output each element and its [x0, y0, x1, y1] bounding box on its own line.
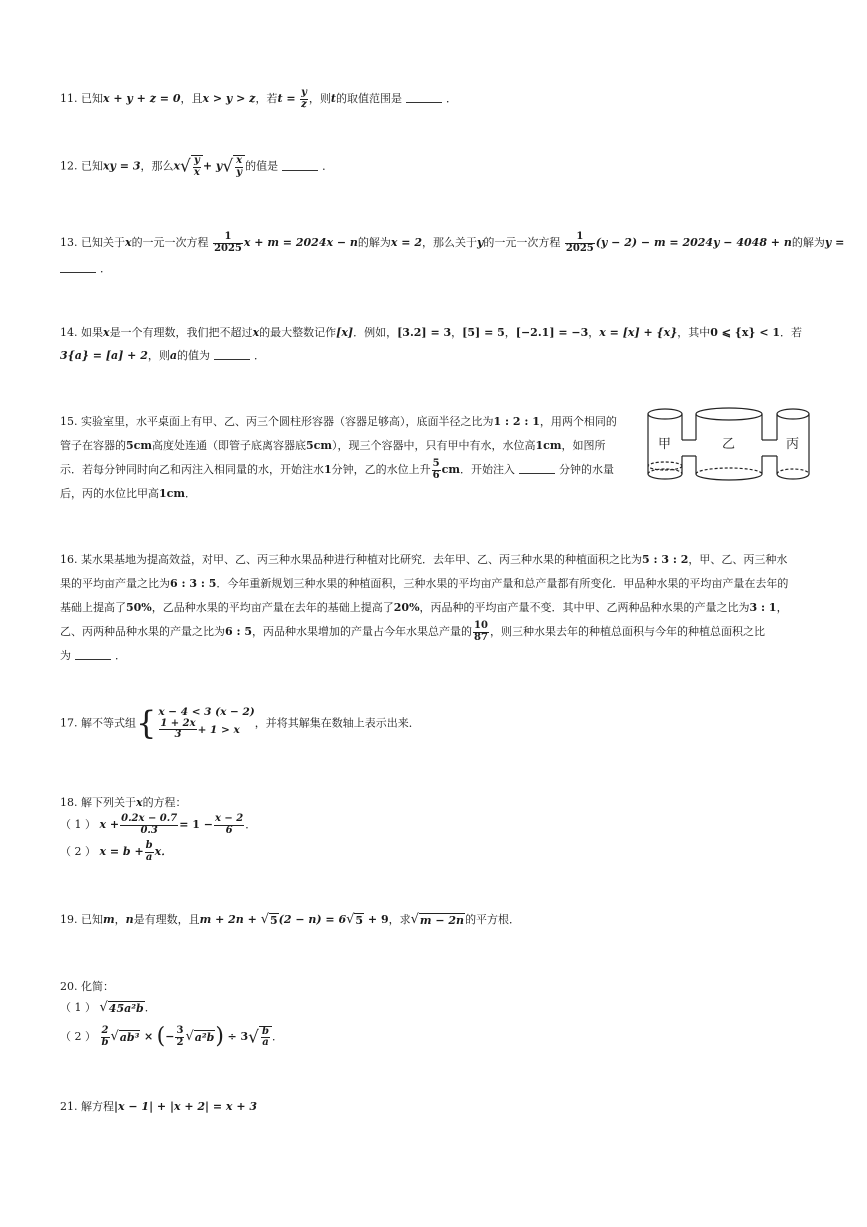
- q14-expr: [5] = 5: [462, 326, 505, 339]
- q14-expr: x: [252, 326, 260, 339]
- q13-fraction: $\frac{1}{2025}$: [214, 231, 242, 254]
- q16-text: 果的平均亩产量之比为: [60, 577, 170, 590]
- q21-number: 21.: [60, 1100, 78, 1113]
- q16-text: ，则三种水果去年的种植总面积与今年的种植总面积之比: [489, 625, 765, 638]
- question-18-part-1: [60, 814, 256, 836]
- part-label: （ 1 ）: [60, 1000, 96, 1014]
- q16-expr: 5 : 3 : 2: [642, 553, 689, 566]
- q13-expr: y =: [824, 236, 845, 249]
- cylinder-jia-top: [648, 409, 682, 419]
- q15-text: ．: [185, 487, 196, 500]
- q16-text: ，甲、乙、丙三种水: [688, 553, 788, 566]
- q11-text: ，则: [308, 92, 331, 105]
- inequality-1: x − 4 < 3 (x − 2): [158, 706, 255, 718]
- q15-text: 分钟的水量: [558, 463, 614, 476]
- q12-number: 12.: [60, 159, 78, 173]
- q18-number: 18.: [60, 796, 78, 809]
- q11-expr: x + y + z = 0: [103, 92, 181, 105]
- q18-text: 的方程：: [142, 796, 187, 809]
- q15-text: ．开始注入: [459, 463, 515, 476]
- label-bing: 丙: [786, 437, 800, 452]
- q13-fraction: $\frac{1}{2025}$: [565, 231, 594, 254]
- q20-sqrt: √ab³: [110, 1029, 140, 1045]
- question-12: [60, 155, 333, 178]
- q14-expr: 0 ⩽ {x} < 1: [710, 326, 781, 339]
- q14-expr: [3.2] = 3: [397, 326, 452, 339]
- q14-text: ，则: [147, 349, 170, 362]
- q12-expr: + y: [202, 159, 223, 173]
- q15-text: 管子在容器的: [60, 439, 126, 452]
- q15-text: ，用两个相同的: [539, 415, 617, 428]
- q14-text: ．例如，: [353, 326, 398, 339]
- part-label: （ 2 ）: [60, 1030, 96, 1044]
- part-label: （ 2 ）: [60, 845, 96, 858]
- q18-text: ．: [245, 818, 257, 831]
- q15-line-4: [60, 482, 645, 506]
- system-brace: {: [136, 704, 157, 743]
- q15-expr: cm: [441, 463, 460, 476]
- q11-fraction: $\frac{y}{z}$: [301, 87, 307, 110]
- q16-text: ．今年重新规划三种水果的种植面积，三种水果的平均亩产量和总产量都有所变化．甲品种水果的平均亩产量在去年的: [216, 577, 789, 590]
- q13-text: 的解为: [357, 236, 391, 249]
- q16-text: 为: [60, 649, 71, 662]
- q16-fraction: $\frac{10}{87}$: [474, 620, 488, 643]
- q18-fraction: $\frac{b}{a}$: [145, 840, 153, 863]
- q19-text: 已知: [81, 912, 103, 926]
- q15-text: 实验室里，水平桌面上有甲、乙、丙三个圆柱形容器（容器足够高），底面半径之比为: [81, 415, 494, 428]
- q13-text: 的一元一次方程: [131, 236, 209, 249]
- q16-expr: 3 : 1: [749, 601, 777, 614]
- question-21: [60, 1100, 257, 1113]
- q20-expr: ×: [143, 1030, 154, 1044]
- q12-text: ，那么: [140, 159, 174, 173]
- q19-sqrt: √5: [260, 912, 278, 927]
- q16-expr: 6 : 3 : 5: [170, 577, 217, 590]
- question-18: [60, 796, 187, 809]
- question-20: [60, 980, 114, 993]
- q15-expr: 1: [324, 463, 332, 476]
- q15-number: 15.: [60, 415, 78, 428]
- q15-expr: 1cm: [535, 439, 562, 452]
- q19-expr: m + 2n +: [199, 912, 261, 926]
- q16-text: ，丙品种的平均亩产量不变．其中甲、乙两种品种水果的产量之比为: [419, 601, 750, 614]
- q20-text: 化简：: [81, 980, 114, 993]
- q15-line-2: [60, 434, 645, 458]
- q19-expr: + 9: [364, 912, 389, 926]
- q19-expr: (2 − n) = 6: [278, 912, 347, 926]
- answer-blank[interactable]: [75, 659, 111, 660]
- cylinders-figure: [640, 402, 818, 488]
- answer-blank[interactable]: [60, 272, 96, 273]
- q14-text: ．: [254, 349, 266, 362]
- q18-expr: x: [136, 796, 143, 809]
- q11-expr: t =: [277, 92, 296, 105]
- q11-number: 11.: [60, 92, 78, 105]
- q16-text: ．: [115, 649, 126, 662]
- q14-expr: 3{a} = [a] + 2: [60, 349, 148, 362]
- q14-expr: [x]: [336, 326, 354, 339]
- question-13-cont: [60, 262, 111, 275]
- q11-expr: t: [330, 92, 336, 105]
- q14-expr: a: [169, 349, 178, 362]
- q18-fraction: $\frac{x - 2}{6}$: [214, 813, 244, 836]
- q11-text: 已知: [81, 92, 103, 105]
- q14-number: 14.: [60, 326, 78, 339]
- q11-text: 的取值范围是: [335, 92, 402, 105]
- q16-text: 某水果基地为提高效益，对甲、乙、丙三种水果品种进行种植对比研究．去年甲、乙、丙三种水果的种植面积之比为: [81, 553, 642, 566]
- label-yi: 乙: [722, 437, 736, 452]
- q15-text: 后，丙的水位比甲高: [60, 487, 159, 500]
- q19-text: ，求: [388, 912, 411, 926]
- q20-expr: ÷ 3: [227, 1030, 249, 1044]
- q14-text: 是一个有理数，我们把不超过: [109, 326, 253, 339]
- q18-expr: = 1 −: [179, 818, 213, 831]
- q15-expr: 5cm: [126, 439, 152, 452]
- q17-text: ，并将其解集在数轴上表示出来．: [254, 716, 420, 730]
- q16-line-4: [60, 620, 820, 644]
- inequality-system: [158, 706, 254, 741]
- q17-text: 解不等式组: [81, 716, 136, 730]
- question-19: [60, 912, 520, 928]
- question-11: [60, 88, 457, 110]
- q19-expr: n: [125, 912, 134, 926]
- q15-expr: 1cm: [159, 487, 185, 500]
- cylinder-jia-water: [648, 462, 682, 470]
- q13-text: ，那么关于: [422, 236, 477, 249]
- part-label: （ 1 ）: [60, 818, 96, 831]
- q20-fraction: $\frac{3}{2}$: [176, 1025, 184, 1048]
- q19-sqrt: √5: [346, 912, 364, 927]
- q14-text: ，: [451, 326, 463, 339]
- q16-line-2: [60, 572, 820, 596]
- q13-number: 13.: [60, 236, 78, 249]
- answer-blank[interactable]: [519, 473, 555, 474]
- cylinder-yi-top: [696, 408, 762, 420]
- q12-expr: xy = 3: [103, 159, 141, 173]
- q14-text: ，其中: [677, 326, 711, 339]
- q13-text: ．: [100, 262, 111, 275]
- answer-blank[interactable]: [214, 359, 250, 360]
- q15-fraction: $\frac{5}{6}$: [432, 458, 440, 481]
- q16-line-3: [60, 596, 820, 620]
- q13-expr: x + m = 2024x − n: [243, 236, 358, 249]
- q19-text: ，: [114, 912, 126, 926]
- q13-text: 已知关于: [81, 236, 125, 249]
- q14-expr: [−2.1] = −3: [515, 326, 589, 339]
- q15-text: ，如图所: [561, 439, 606, 452]
- q13-expr: y: [477, 236, 484, 249]
- q16-expr: 6 : 5: [225, 625, 253, 638]
- q19-sqrt: √m − 2n: [410, 912, 465, 927]
- q16-line-1: [60, 548, 820, 572]
- q15-line-3: [60, 458, 645, 482]
- q18-text: 解下列关于: [81, 796, 136, 809]
- q11-expr: x > y > z: [202, 92, 256, 105]
- q16-line-5: [60, 644, 820, 668]
- question-18-part-2: [60, 841, 172, 863]
- question-14: [60, 326, 802, 339]
- q13-text: 的解为: [791, 236, 825, 249]
- q15-line-1: [60, 410, 645, 434]
- question-17: [60, 706, 420, 741]
- q16-expr: 20%: [393, 601, 420, 614]
- q14-text: 如果: [81, 326, 103, 339]
- q15-text: 分钟，乙的水位上升: [331, 463, 431, 476]
- q16-number: 16.: [60, 553, 78, 566]
- q11-text: ，且: [180, 92, 203, 105]
- q15-text: ），现三个容器中，只有甲中有水，水位高: [332, 439, 536, 452]
- question-16: [60, 548, 820, 668]
- q13-expr: x: [125, 236, 132, 249]
- q12-sqrt: √ $\frac{x}{y}$: [222, 155, 245, 178]
- question-20-part-1: [60, 1000, 156, 1016]
- q21-text: 解方程: [81, 1100, 114, 1113]
- answer-blank[interactable]: [406, 102, 442, 103]
- q12-sqrt: √ $\frac{y}{x}$: [180, 155, 203, 178]
- q20-number: 20.: [60, 980, 78, 993]
- question-20-part-2: [60, 1024, 283, 1050]
- question-13: [60, 232, 844, 254]
- q14-text: ，: [504, 326, 516, 339]
- q15-text: 高度处连通（即管子底离容器底: [152, 439, 306, 452]
- question-14-cont: [60, 349, 265, 362]
- q20-fraction: $\frac{2}{b}$: [101, 1025, 109, 1048]
- q18-expr: x +: [99, 818, 120, 831]
- q12-text: 已知: [81, 159, 103, 173]
- q15-expr: 1 : 2 : 1: [493, 415, 540, 428]
- q20-text: ．: [272, 1030, 284, 1044]
- q13-expr: (y − 2) − m = 2024y − 4048 + n: [595, 236, 792, 249]
- q13-expr: x = 2: [390, 236, 422, 249]
- q12-expr: x: [173, 159, 181, 173]
- q20-paren: ): [215, 1024, 224, 1049]
- q15-text: 示．若每分钟同时向乙和丙注入相同量的水，开始注水: [60, 463, 324, 476]
- q16-text: 乙、丙两种品种水果的产量之比为: [60, 625, 225, 638]
- label-jia: 甲: [658, 437, 672, 452]
- q14-text: ．若: [780, 326, 803, 339]
- q18-expr: x = b +: [99, 845, 144, 858]
- q21-expr: |x − 1| + |x + 2| = x + 3: [114, 1100, 258, 1113]
- q12-text: ．: [322, 159, 334, 173]
- q14-text: 的值为: [177, 349, 211, 362]
- q20-sqrt: √ $\frac{b}{a}$: [248, 1026, 272, 1049]
- q16-text: ，乙品种水果的平均亩产量在去年的基础上提高了: [151, 601, 394, 614]
- q13-text: 的一元一次方程: [483, 236, 561, 249]
- q19-expr: m: [103, 912, 115, 926]
- q20-text: ．: [144, 1000, 156, 1014]
- q15-expr: 5cm: [306, 439, 332, 452]
- q16-expr: 50%: [126, 601, 152, 614]
- q17-number: 17.: [60, 716, 78, 730]
- cylinder-bing-top: [777, 409, 809, 419]
- q14-expr: x: [103, 326, 110, 339]
- q16-text: ，丙品种水果增加的产量占今年水果总产量的: [252, 625, 473, 638]
- q16-text: 基础上提高了: [60, 601, 126, 614]
- q20-expr: −: [165, 1030, 175, 1044]
- q14-text: ，: [588, 326, 600, 339]
- question-15: [60, 410, 645, 506]
- q11-text: ．: [445, 92, 457, 105]
- q19-number: 19.: [60, 912, 78, 926]
- q14-text: 的最大整数记作: [259, 326, 337, 339]
- q20-sqrt: √45a²b: [99, 1000, 144, 1015]
- q12-text: 的值是: [245, 159, 279, 173]
- q16-text: ，: [776, 601, 788, 614]
- q18-expr: x．: [154, 845, 173, 858]
- q19-text: 是有理数，且: [133, 912, 200, 926]
- q14-expr: x = [x] + {x}: [599, 326, 678, 339]
- q11-text: ，若: [255, 92, 278, 105]
- q20-sqrt: √a²b: [185, 1029, 215, 1045]
- inequality-2: $\frac{1 + 2x}{3}$ + 1 > x: [160, 717, 240, 741]
- q18-fraction: $\frac{0.2x - 0.7}{0.3}$: [121, 813, 178, 836]
- q20-paren: (: [156, 1024, 166, 1049]
- answer-blank[interactable]: [282, 170, 318, 171]
- q19-text: 的平方根．: [465, 912, 521, 926]
